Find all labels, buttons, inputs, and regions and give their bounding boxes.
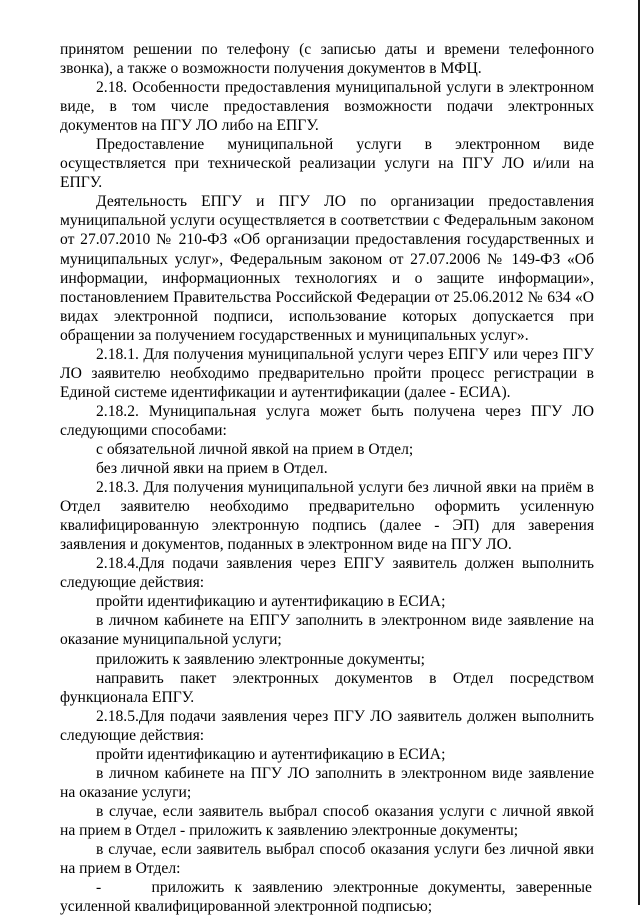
list-item-cabinet-epgu: в личном кабинете на ЕПГУ заполнить в электронном виде заявление на оказание муниципальной услуги; (60, 612, 594, 649)
paragraph-2-18-1: 2.18.1. Для получения муниципальной услуги через ЕПГУ или через ПГУ ЛО заявителю необходимо предварительно пройти процесс регистрации в Единой системе идентификации и аутентификации (далее - ЕСИА). (60, 345, 594, 401)
paragraph-2-18-5: 2.18.5.Для подачи заявления через ПГУ ЛО заявитель должен выполнить следующие действия: (60, 707, 594, 744)
paragraph-2-18-4: 2.18.4.Для подачи заявления через ЕПГУ заявитель должен выполнить следующие действия: (60, 555, 594, 592)
dash-word-4: электронные (333, 879, 419, 897)
dash-word-2: к (234, 879, 243, 897)
dash-word-3: заявлению (252, 879, 323, 897)
list-item-send-package: направить пакет электронных документов в Отдел посредством функционала ЕПГУ. (60, 669, 594, 706)
list-item-with-visit: с обязательной личной явкой на прием в Отдел; (96, 440, 414, 458)
dash-list-item (60, 878, 594, 897)
paragraph-4: Деятельность ЕПГУ и ПГУ ЛО по организации предоставления муниципальной услуги осуществляется в соответствии с Федеральным законом от 27.07.2010 № 210-ФЗ «Об организации предоставления государственных и муниципальных услуг», Федеральным законом от 27.07.2006 № 149-ФЗ «Об информации, информационных технологиях и о защите информации», постановлением Правительства Российской Федерации от 25.06.2012 № 634 «О видах электронной подписи, использование которых допускается при обращении за получением государственных и муниципальных услуг». (60, 193, 594, 344)
document-body (60, 40, 594, 916)
list-item-cabinet-pgu: в личном кабинете на ПГУ ЛО заполнить в электронном виде заявление на оказание услуги; (60, 764, 594, 801)
dash-marker: - (96, 879, 102, 897)
dash-word-1: приложить (151, 879, 225, 897)
dash-item-continuation: усиленной квалифицированной электронной подписью; (60, 898, 433, 916)
list-item-without-visit-case: в случае, если заявитель выбрал способ оказания услуги без личной явки на прием в Отдел: (60, 840, 594, 878)
paragraph-2-18: 2.18. Особенности предоставления муниципальной услуги в электронном виде, в том числе предоставления возможности подачи электронных документов на ПГУ ЛО либо на ЕПГУ. (60, 79, 594, 135)
dash-word-5: документы, (428, 879, 506, 897)
paragraph-1: принятом решении по телефону (с записью даты и времени телефонного звонка), а также о возможности получения документов в МФЦ. (60, 41, 594, 78)
paragraph-2-18-3: 2.18.3. Для получения муниципальной услуги без личной явки на приём в Отдел заявителю необходимо предварительно оформить усиленную квалифицированную электронную подпись (далее - ЭП) для заверения заявления и документов, поданных в электронном виде на ПГУ ЛО. (60, 479, 594, 554)
paragraph-2-18-2: 2.18.2. Муниципальная услуга может быть получена через ПГУ ЛО следующими способами: (60, 402, 594, 439)
list-item-esia-epgu: пройти идентификацию и аутентификацию в ЕСИА; (96, 593, 446, 611)
list-item-without-visit: без личной явки на прием в Отдел. (96, 460, 328, 478)
dash-word-6: заверенные (515, 879, 592, 897)
list-item-esia-pgu: пройти идентификацию и аутентификацию в ЕСИА; (96, 745, 446, 763)
list-item-attach-docs: приложить к заявлению электронные документы; (96, 650, 425, 668)
list-item-with-visit-attach: в случае, если заявитель выбрал способ оказания услуги с личной явкой на прием в Отдел - приложить к заявлению электронные документы; (60, 802, 594, 839)
paragraph-3: Предоставление муниципальной услуги в электронном виде осуществляется при технической реализации услуги на ПГУ ЛО и/или на ЕПГУ. (60, 136, 594, 192)
